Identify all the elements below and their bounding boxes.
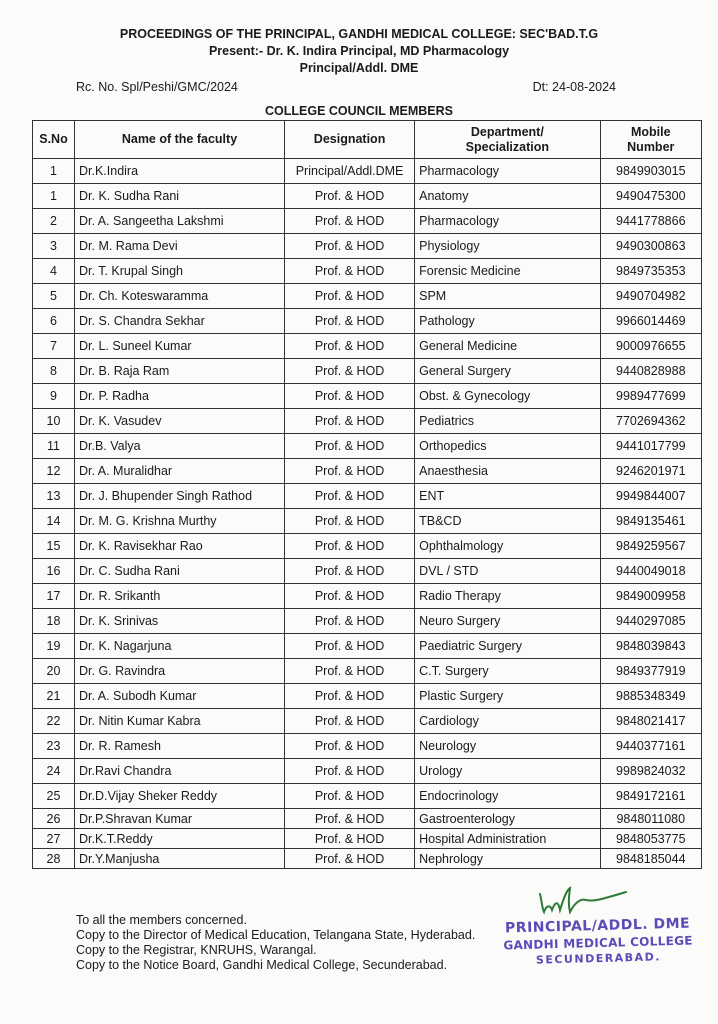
table-row xyxy=(33,309,702,334)
cell-designation: Prof. & HOD xyxy=(285,284,415,309)
cell-mobile: 9849903015 xyxy=(600,159,701,184)
cell-name: Dr. Nitin Kumar Kabra xyxy=(75,709,285,734)
cell-designation: Prof. & HOD xyxy=(285,609,415,634)
cell-mobile: 9848021417 xyxy=(600,709,701,734)
cell-mobile: 9849009958 xyxy=(600,584,701,609)
cell-department: Forensic Medicine xyxy=(415,259,600,284)
table-row xyxy=(33,459,702,484)
cell-designation: Prof. & HOD xyxy=(285,534,415,559)
table-row xyxy=(33,284,702,309)
cell-department: Pharmacology xyxy=(415,209,600,234)
table-row xyxy=(33,584,702,609)
cell-designation: Prof. & HOD xyxy=(285,759,415,784)
cell-sno: 19 xyxy=(33,634,75,659)
table-body xyxy=(33,159,702,869)
table-row xyxy=(33,684,702,709)
table-row xyxy=(33,829,702,849)
table-row xyxy=(33,184,702,209)
cell-name: Dr. G. Ravindra xyxy=(75,659,285,684)
cell-designation: Prof. & HOD xyxy=(285,734,415,759)
table-row xyxy=(33,634,702,659)
cell-department: Orthopedics xyxy=(415,434,600,459)
cell-name: Dr.P.Shravan Kumar xyxy=(75,809,285,829)
cell-mobile: 9440377161 xyxy=(600,734,701,759)
cell-name: Dr. R. Ramesh xyxy=(75,734,285,759)
cell-designation: Prof. & HOD xyxy=(285,709,415,734)
cell-sno: 13 xyxy=(33,484,75,509)
cell-name: Dr.D.Vijay Sheker Reddy xyxy=(75,784,285,809)
cell-mobile: 9490704982 xyxy=(600,284,701,309)
cell-name: Dr. R. Srikanth xyxy=(75,584,285,609)
cell-department: Gastroenterology xyxy=(415,809,600,829)
cell-designation: Prof. & HOD xyxy=(285,849,415,869)
cell-sno: 27 xyxy=(33,829,75,849)
table-header-row xyxy=(33,121,702,159)
cell-designation: Prof. & HOD xyxy=(285,334,415,359)
cell-sno: 9 xyxy=(33,384,75,409)
column-header-mobile-line1: Mobile xyxy=(630,124,671,139)
cell-designation: Prof. & HOD xyxy=(285,509,415,534)
cell-sno: 28 xyxy=(33,849,75,869)
cell-sno: 14 xyxy=(33,509,75,534)
cell-department: ENT xyxy=(415,484,600,509)
table-row xyxy=(33,359,702,384)
cell-sno: 26 xyxy=(33,809,75,829)
cell-name: Dr. B. Raja Ram xyxy=(75,359,285,384)
cell-sno: 16 xyxy=(33,559,75,584)
cell-department: Neurology xyxy=(415,734,600,759)
cell-department: Cardiology xyxy=(415,709,600,734)
cell-department: Pathology xyxy=(415,309,600,334)
column-header-department xyxy=(415,121,600,159)
cell-name: Dr. K. Ravisekhar Rao xyxy=(75,534,285,559)
office-stamp xyxy=(487,915,708,968)
cell-sno: 11 xyxy=(33,434,75,459)
cell-mobile: 9848039843 xyxy=(600,634,701,659)
cell-sno: 18 xyxy=(33,609,75,634)
column-header-mobile-line2: Number xyxy=(627,139,675,154)
cell-sno: 12 xyxy=(33,459,75,484)
cell-designation: Prof. & HOD xyxy=(285,634,415,659)
cell-name: Dr.Ravi Chandra xyxy=(75,759,285,784)
cell-department: Paediatric Surgery xyxy=(415,634,600,659)
cell-name: Dr. K. Sudha Rani xyxy=(75,184,285,209)
table-row xyxy=(33,409,702,434)
cell-department: General Medicine xyxy=(415,334,600,359)
cell-mobile: 9849377919 xyxy=(600,659,701,684)
cell-designation: Prof. & HOD xyxy=(285,809,415,829)
column-header-department-line2: Specialization xyxy=(465,139,550,154)
cell-designation: Prof. & HOD xyxy=(285,434,415,459)
column-header-name: Name of the faculty xyxy=(75,121,285,159)
table-row xyxy=(33,849,702,869)
table-row xyxy=(33,384,702,409)
cell-name: Dr. K. Vasudev xyxy=(75,409,285,434)
header-title: PROCEEDINGS OF THE PRINCIPAL, GANDHI MEDICAL COLLEGE: SEC'BAD.T.G xyxy=(119,27,599,41)
cell-designation: Prof. & HOD xyxy=(285,829,415,849)
cell-sno: 8 xyxy=(33,359,75,384)
cell-name: Dr. K. Nagarjuna xyxy=(75,634,285,659)
cell-designation: Prof. & HOD xyxy=(285,784,415,809)
cell-department: TB&CD xyxy=(415,509,600,534)
cell-sno: 21 xyxy=(33,684,75,709)
table-row xyxy=(33,709,702,734)
cell-sno: 15 xyxy=(33,534,75,559)
cell-designation: Prof. & HOD xyxy=(285,184,415,209)
cell-mobile: 9848011080 xyxy=(600,809,701,829)
cell-sno: 6 xyxy=(33,309,75,334)
cell-mobile: 9966014469 xyxy=(600,309,701,334)
footer-line: To all the members concerned. xyxy=(76,913,247,927)
cell-name: Dr.K.Indira xyxy=(75,159,285,184)
cell-designation: Prof. & HOD xyxy=(285,484,415,509)
header-present: Present:- Dr. K. Indira Principal, MD Pharmacology xyxy=(208,44,510,58)
cell-department: Nephrology xyxy=(415,849,600,869)
cell-sno: 5 xyxy=(33,284,75,309)
footer-line: Copy to the Director of Medical Education, Telangana State, Hyderabad. xyxy=(76,928,476,942)
cell-sno: 3 xyxy=(33,234,75,259)
cell-sno: 10 xyxy=(33,409,75,434)
table-row xyxy=(33,734,702,759)
cell-mobile: 9490300863 xyxy=(600,234,701,259)
cell-mobile: 9441017799 xyxy=(600,434,701,459)
document-header xyxy=(0,26,718,77)
cell-department: Obst. & Gynecology xyxy=(415,384,600,409)
cell-department: Radio Therapy xyxy=(415,584,600,609)
stamp-line1: PRINCIPAL/ADDL. DME xyxy=(504,915,691,937)
distribution-list xyxy=(76,913,475,973)
table-row xyxy=(33,484,702,509)
cell-department: Neuro Surgery xyxy=(415,609,600,634)
cell-department: Endocrinology xyxy=(415,784,600,809)
column-header-sno: S.No xyxy=(33,121,75,159)
cell-designation: Prof. & HOD xyxy=(285,584,415,609)
column-header-designation: Designation xyxy=(285,121,415,159)
table-row xyxy=(33,609,702,634)
cell-name: Dr. P. Radha xyxy=(75,384,285,409)
cell-designation: Prof. & HOD xyxy=(285,659,415,684)
cell-sno: 24 xyxy=(33,759,75,784)
cell-sno: 22 xyxy=(33,709,75,734)
cell-designation: Prof. & HOD xyxy=(285,209,415,234)
cell-sno: 1 xyxy=(33,184,75,209)
cell-mobile: 9989824032 xyxy=(600,759,701,784)
reference-number: Rc. No. Spl/Peshi/GMC/2024 xyxy=(76,80,238,94)
cell-department: Ophthalmology xyxy=(415,534,600,559)
cell-designation: Prof. & HOD xyxy=(285,409,415,434)
cell-mobile: 9848185044 xyxy=(600,849,701,869)
table-row xyxy=(33,509,702,534)
table-row xyxy=(33,759,702,784)
cell-sno: 25 xyxy=(33,784,75,809)
footer-line: Copy to the Registrar, KNRUHS, Warangal. xyxy=(76,943,317,957)
cell-department: Anaesthesia xyxy=(415,459,600,484)
cell-mobile: 9441778866 xyxy=(600,209,701,234)
cell-name: Dr. A. Subodh Kumar xyxy=(75,684,285,709)
council-members-table xyxy=(32,120,702,869)
cell-sno: 20 xyxy=(33,659,75,684)
cell-department: Plastic Surgery xyxy=(415,684,600,709)
cell-name: Dr. M. Rama Devi xyxy=(75,234,285,259)
cell-department: Pharmacology xyxy=(415,159,600,184)
cell-mobile: 9989477699 xyxy=(600,384,701,409)
table-row xyxy=(33,809,702,829)
stamp-line2: GANDHI MEDICAL COLLEGE xyxy=(503,933,693,953)
cell-mobile: 9440049018 xyxy=(600,559,701,584)
cell-department: Hospital Administration xyxy=(415,829,600,849)
table-row xyxy=(33,259,702,284)
cell-name: Dr. S. Chandra Sekhar xyxy=(75,309,285,334)
cell-sno: 7 xyxy=(33,334,75,359)
cell-mobile: 9885348349 xyxy=(600,684,701,709)
cell-designation: Principal/Addl.DME xyxy=(285,159,415,184)
table-row xyxy=(33,234,702,259)
cell-mobile: 9000976655 xyxy=(600,334,701,359)
cell-designation: Prof. & HOD xyxy=(285,384,415,409)
reference-date: Dt: 24-08-2024 xyxy=(532,80,616,94)
cell-mobile: 9849259567 xyxy=(600,534,701,559)
cell-department: DVL / STD xyxy=(415,559,600,584)
column-header-mobile xyxy=(600,121,701,159)
cell-sno: 4 xyxy=(33,259,75,284)
cell-name: Dr.Y.Manjusha xyxy=(75,849,285,869)
cell-mobile: 9246201971 xyxy=(600,459,701,484)
header-designation: Principal/Addl. DME xyxy=(299,61,419,75)
cell-sno: 1 xyxy=(33,159,75,184)
table-row xyxy=(33,784,702,809)
cell-department: SPM xyxy=(415,284,600,309)
cell-department: Urology xyxy=(415,759,600,784)
cell-designation: Prof. & HOD xyxy=(285,309,415,334)
cell-mobile: 9440297085 xyxy=(600,609,701,634)
cell-mobile: 9949844007 xyxy=(600,484,701,509)
cell-mobile: 9440828988 xyxy=(600,359,701,384)
cell-name: Dr. T. Krupal Singh xyxy=(75,259,285,284)
cell-designation: Prof. & HOD xyxy=(285,359,415,384)
cell-department: C.T. Surgery xyxy=(415,659,600,684)
table-row xyxy=(33,559,702,584)
cell-name: Dr. K. Srinivas xyxy=(75,609,285,634)
table-row xyxy=(33,209,702,234)
column-header-department-line1: Department/ xyxy=(470,124,544,139)
footer-line: Copy to the Notice Board, Gandhi Medical College, Secunderabad. xyxy=(76,958,448,972)
cell-designation: Prof. & HOD xyxy=(285,259,415,284)
cell-name: Dr. M. G. Krishna Murthy xyxy=(75,509,285,534)
cell-name: Dr.B. Valya xyxy=(75,434,285,459)
cell-name: Dr. C. Sudha Rani xyxy=(75,559,285,584)
cell-mobile: 9848053775 xyxy=(600,829,701,849)
cell-designation: Prof. & HOD xyxy=(285,234,415,259)
cell-mobile: 9849172161 xyxy=(600,784,701,809)
cell-name: Dr.K.T.Reddy xyxy=(75,829,285,849)
cell-department: General Surgery xyxy=(415,359,600,384)
table-row xyxy=(33,434,702,459)
cell-designation: Prof. & HOD xyxy=(285,684,415,709)
cell-mobile: 9849735353 xyxy=(600,259,701,284)
table-title: COLLEGE COUNCIL MEMBERS xyxy=(265,104,453,118)
cell-department: Pediatrics xyxy=(415,409,600,434)
table-row xyxy=(33,534,702,559)
table-row xyxy=(33,659,702,684)
reference-line xyxy=(76,80,616,94)
cell-mobile: 7702694362 xyxy=(600,409,701,434)
cell-sno: 2 xyxy=(33,209,75,234)
stamp-line3: SECUNDERABAD. xyxy=(535,950,662,967)
cell-name: Dr. A. Sangeetha Lakshmi xyxy=(75,209,285,234)
cell-mobile: 9849135461 xyxy=(600,509,701,534)
cell-designation: Prof. & HOD xyxy=(285,459,415,484)
signature xyxy=(536,876,636,920)
cell-department: Physiology xyxy=(415,234,600,259)
table-row xyxy=(33,334,702,359)
cell-sno: 23 xyxy=(33,734,75,759)
cell-name: Dr. J. Bhupender Singh Rathod xyxy=(75,484,285,509)
table-row xyxy=(33,159,702,184)
cell-sno: 17 xyxy=(33,584,75,609)
cell-name: Dr. Ch. Koteswaramma xyxy=(75,284,285,309)
cell-designation: Prof. & HOD xyxy=(285,559,415,584)
cell-name: Dr. A. Muralidhar xyxy=(75,459,285,484)
cell-mobile: 9490475300 xyxy=(600,184,701,209)
cell-department: Anatomy xyxy=(415,184,600,209)
cell-name: Dr. L. Suneel Kumar xyxy=(75,334,285,359)
